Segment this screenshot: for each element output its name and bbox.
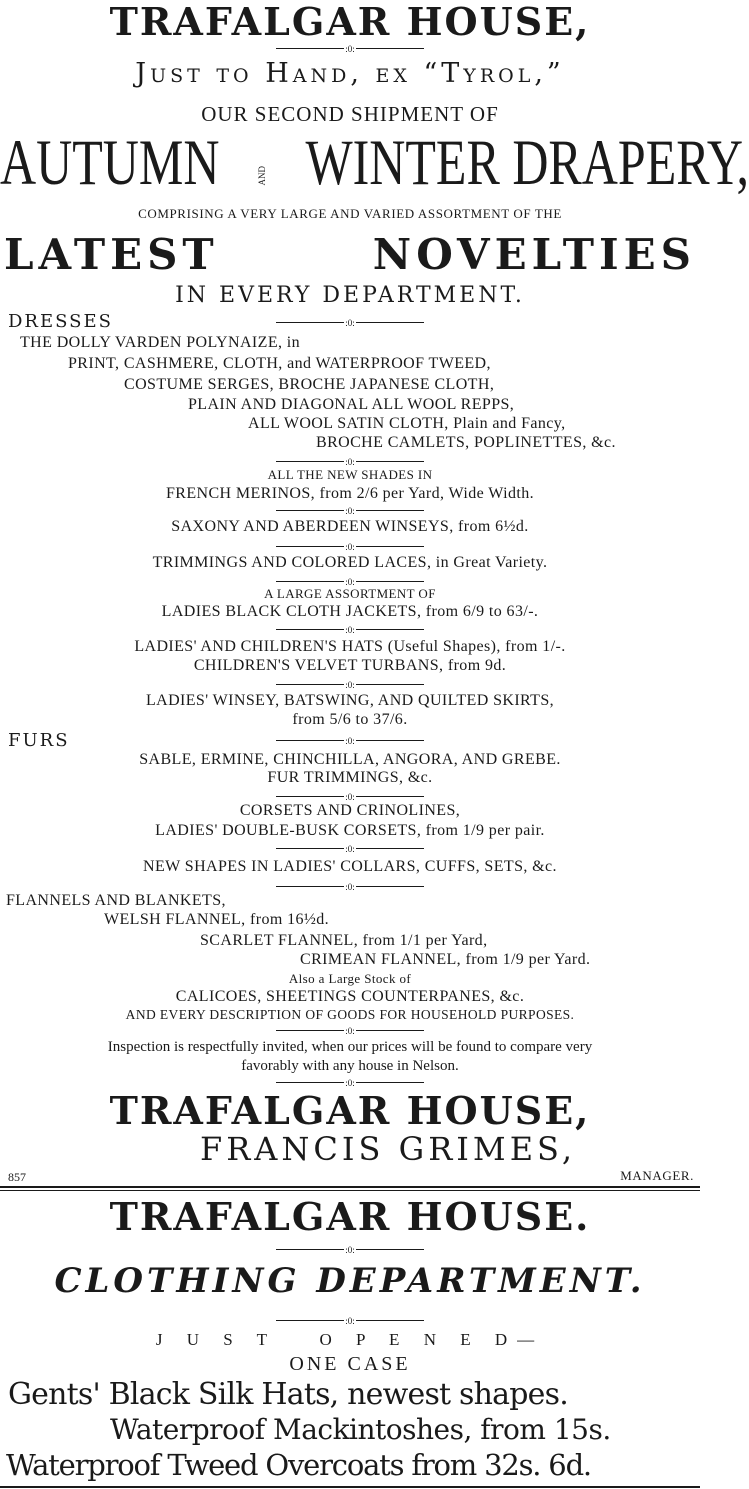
separator: :0: (0, 678, 700, 690)
ad2-title: TRAFALGAR HOUSE. (109, 1194, 591, 1239)
skirts-line-1: LADIES' WINSEY, BATSWING, AND QUILTED SKIRTS, (145, 692, 555, 709)
ad-number: 857 (8, 1170, 26, 1184)
separator: :0: (0, 1314, 700, 1326)
separator: :0: (0, 540, 700, 552)
merinos-line-1: ALL THE NEW SHADES IN (267, 467, 433, 482)
jackets-line-1: A LARGE ASSORTMENT OF (264, 586, 436, 601)
autumn-winter-drapery (0, 125, 749, 210)
one-case: ONE CASE (289, 1353, 411, 1375)
hats-line-1: LADIES' AND CHILDREN'S HATS (Useful Shapes), from 1/-. (134, 638, 566, 655)
furs-line-2: FUR TRIMMINGS, &c. (267, 769, 433, 786)
flannels-line-3: CRIMEAN FLANNEL, from 1/9 per Yard. (300, 951, 591, 968)
separator: :0: (0, 623, 700, 635)
clothing-department: CLOTHING DEPARTMENT. (54, 1261, 646, 1301)
skirts-line-2: from 5/6 to 37/6. (292, 711, 408, 728)
inspection-line-1: Inspection is respectfully invited, when our prices will be found to compare very (107, 1039, 593, 1055)
dresses-line-1: THE DOLLY VARDEN POLYNAIZE, in (20, 334, 301, 351)
comprising-text: COMPRISING A VERY LARGE AND VARIED ASSORTMENT OF THE (138, 206, 562, 221)
separator: :0: (0, 1076, 700, 1088)
latest-novelties (4, 228, 696, 282)
furs-line-1: SABLE, ERMINE, CHINCHILLA, ANGORA, AND GREBE. (139, 751, 561, 768)
dresses-line-4: PLAIN AND DIAGONAL ALL WOOL REPPS, (188, 396, 515, 413)
just-opened: J U S T O P E N E D— (155, 1330, 545, 1349)
separator: :0: (0, 504, 700, 516)
manager-label: MANAGER. (620, 1168, 694, 1183)
every-department: IN EVERY DEPARTMENT. (175, 283, 525, 308)
separator: :0: (0, 790, 700, 802)
dresses-heading: DRESSES (8, 311, 113, 332)
stock-line-3: AND EVERY DESCRIPTION OF GOODS FOR HOUSEHOLD PURPOSES. (125, 1007, 575, 1022)
flannels-line-2: SCARLET FLANNEL, from 1/1 per Yard, (200, 932, 488, 949)
separator: :0: (0, 455, 700, 467)
merinos-line-2: FRENCH MERINOS, from 2/6 per Yard, Wide Width. (165, 485, 535, 502)
flannels-heading: FLANNELS AND BLANKETS, (6, 892, 226, 909)
collars-line: NEW SHAPES IN LADIES' COLLARS, CUFFS, SETS, &c. (143, 858, 557, 875)
latest-word: LATEST (4, 230, 219, 279)
corsets-line-2: LADIES' DOUBLE-BUSK CORSETS, from 1/9 per pair. (155, 822, 545, 839)
divider-rule (0, 1186, 700, 1188)
second-shipment: OUR SECOND SHIPMENT OF (201, 102, 499, 126)
inspection-line-2: favorably with any house in Nelson. (241, 1058, 459, 1074)
furs-heading: FURS (8, 730, 70, 751)
ad1-title: TRAFALGAR HOUSE, (109, 0, 591, 44)
separator: :0: (0, 880, 700, 892)
stock-line-2: CALICOES, SHEETINGS COUNTERPANES, &c. (175, 988, 525, 1005)
dresses-line-3: COSTUME SERGES, BROCHE JAPANESE CLOTH, (124, 376, 495, 393)
winseys-line: SAXONY AND ABERDEEN WINSEYS, from 6½d. (171, 518, 529, 535)
winter-drapery-word: WINTER DRAPERY, (305, 125, 749, 199)
bottom-rule (0, 1486, 700, 1488)
trimmings-line: TRIMMINGS AND COLORED LACES, in Great Variety. (152, 554, 548, 571)
separator: :0: (0, 734, 700, 746)
separator: :0: (0, 842, 700, 854)
hats-line-2: CHILDREN'S VELVET TURBANS, from 9d. (193, 657, 507, 674)
dresses-line-2: PRINT, CASHMERE, CLOTH, and WATERPROOF TWEED, (68, 355, 491, 372)
separator: :0: (0, 1243, 700, 1255)
dresses-line-5: ALL WOOL SATIN CLOTH, Plain and Fancy, (248, 415, 566, 432)
separator: :0: (0, 42, 700, 54)
stock-line-1: Also a Large Stock of (288, 971, 412, 986)
separator: :0: (0, 316, 700, 328)
and-small: AND (257, 165, 268, 186)
dresses-line-6: BROCHE CAMLETS, POPLINETTES, &c. (316, 434, 616, 451)
ad2-item-3: Waterproof Tweed Overcoats from 32s. 6d. (6, 1448, 591, 1482)
just-to-hand: Just to Hand, ex “Tyrol,” (135, 58, 565, 89)
corsets-line-1: CORSETS AND CRINOLINES, (239, 802, 461, 819)
proprietor-name: FRANCIS GRIMES, (200, 1130, 576, 1168)
divider-rule (0, 1190, 700, 1191)
flannels-line-1: WELSH FLANNEL, from 16½d. (104, 911, 330, 928)
separator: :0: (0, 575, 700, 587)
ad2-item-2: Waterproof Mackintoshes, from 15s. (110, 1413, 611, 1446)
autumn-word: AUTUMN (0, 125, 220, 199)
separator: :0: (0, 1024, 700, 1036)
ad2-item-1: Gents' Black Silk Hats, newest shapes. (8, 1377, 568, 1412)
novelties-word: NOVELTIES (372, 230, 696, 279)
footer-title: TRAFALGAR HOUSE, (109, 1088, 591, 1133)
jackets-line-2: LADIES BLACK CLOTH JACKETS, from 6/9 to 63/-. (161, 603, 539, 620)
